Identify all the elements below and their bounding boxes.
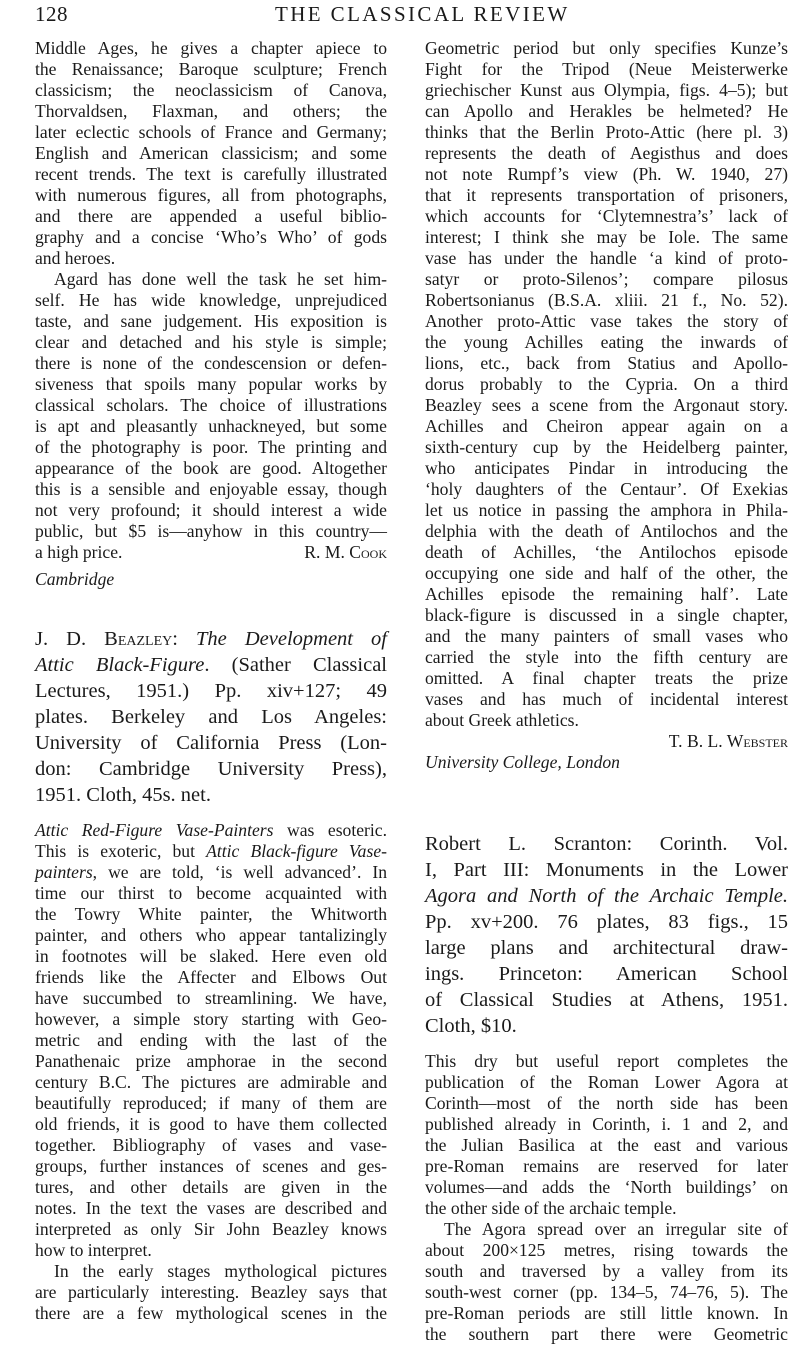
book-author: J. D. Beazley: [35, 628, 173, 650]
review-heading: [35, 626, 387, 808]
text-line: there is none of the condescension or defen-: [35, 353, 387, 373]
text-line: Another proto-Attic vase takes the story of: [425, 311, 788, 331]
text-line: how to interpret.: [35, 1240, 152, 1260]
text-line: represents the death of Aegisthus and does: [425, 143, 788, 163]
text-line: old friends, it is good to have them collected: [35, 1114, 387, 1134]
text-line: [35, 862, 387, 883]
text-line: griechischer Kunst aus Olympia, figs. 4–5); but: [425, 80, 788, 100]
text-line: let us notice in passing the amphora in Phila-: [425, 500, 788, 520]
text-line: there are a few mythological scenes in the: [35, 1303, 387, 1323]
heading-line: 1951. Cloth, 45s. net.: [35, 784, 211, 806]
text-line: interest; I think she may be Iole. The same: [425, 227, 788, 247]
page-number: 128: [35, 2, 68, 26]
text-line: public, but $5 is—anyhow in this country—: [35, 521, 387, 541]
text-line: Agard has done well the task he set him-: [54, 269, 387, 289]
text-line: the Julian Basilica at the east and various: [425, 1135, 788, 1155]
text-line: the other side of the archaic temple.: [425, 1198, 677, 1218]
text-line: are particularly interesting. Beazley says that: [35, 1282, 387, 1302]
text-line: the Towry White painter, the Whitworth: [35, 904, 387, 924]
text-line: graphy and a concise ‘Who’s Who’ of gods: [35, 227, 387, 247]
text-line: taste, and sane judgement. His exposition is: [35, 311, 387, 331]
text-line: the Renaissance; Baroque sculpture; French: [35, 59, 387, 79]
beazley-review: [35, 626, 387, 1324]
heading-line: plates. Berkeley and Los Angeles:: [35, 706, 387, 728]
heading-line: Cloth, $10.: [425, 1015, 517, 1037]
italic-title: Attic Black-figure Vase-: [206, 841, 387, 861]
text-line: [35, 820, 387, 841]
page-header: [35, 2, 787, 30]
text-line: is apt and pleasantly unhackneyed, but some: [35, 416, 387, 436]
italic-title: painters: [35, 862, 93, 882]
text-line: appearance of the book are good. Altogether: [35, 458, 387, 478]
text-line: dorus probably to the Cypria. On a third: [425, 374, 788, 394]
text-line: not very profound; it should interest a wide: [35, 500, 387, 520]
text-line: carried the style into the fifth century are: [425, 647, 788, 667]
text-line: beautifully reproduced; if many of them are: [35, 1093, 387, 1113]
heading-line: Attic Black-Figure. (Sather Classical: [35, 654, 387, 676]
text-line: the young Achilles eating the inwards of: [425, 332, 788, 352]
heading-line: Lectures, 1951.) Pp. xiv+127; 49: [35, 680, 387, 702]
heading-line: University of California Press (Lon-: [35, 732, 387, 754]
heading-line: of Classical Studies at Athens, 1951.: [425, 989, 788, 1011]
text-line: occupying one side and half of the other, the: [425, 563, 788, 583]
left-column: [35, 38, 387, 1324]
text-line: omitted. A final chapter treats the prize: [425, 668, 788, 688]
heading-line: I, Part III: Monuments in the Lower: [425, 859, 788, 881]
text-line: Geometric period but only specifies Kunze’s: [425, 38, 788, 58]
text-line: English and American classicism; and some: [35, 143, 387, 163]
text-line: century B.C. The pictures are admirable and: [35, 1072, 387, 1092]
text-line: siveness that spoils many popular works by: [35, 374, 387, 394]
text-line: can Apollo and Herakles be helmeted? He: [425, 101, 788, 121]
text-line: vases and has much of incidental interest: [425, 689, 788, 709]
text-line: that it represents transportation of prisoners,: [425, 185, 788, 205]
text-line: volumes—and adds the ‘North buildings’ on: [425, 1177, 788, 1197]
text-line: painter, and others who appear tantalizingly: [35, 925, 387, 945]
text-line: the southern part there were Geometric: [425, 1324, 788, 1344]
right-column: [425, 38, 788, 1345]
text-line: and heroes.: [35, 248, 116, 268]
text-line: later eclectic schools of France and Germany;: [35, 122, 387, 142]
text-line: pre-Roman remains are reserved for later: [425, 1156, 788, 1176]
heading-line: J. D. Beazley: The Development of: [35, 628, 387, 650]
text-line: Panathenaic prize amphorae in the second: [35, 1051, 387, 1071]
text-line: published already in Corinth, i. 1 and 2, and: [425, 1114, 788, 1134]
running-title: THE CLASSICAL REVIEW: [275, 2, 570, 26]
text-line: Middle Ages, he gives a chapter apiece to: [35, 38, 387, 58]
text-line: in footnotes will be slaked. Here even old: [35, 946, 387, 966]
scranton-review: [425, 831, 788, 1345]
heading-line: Agora and North of the Archaic Temple.: [425, 885, 788, 907]
text-line: thinks that the Berlin Proto-Attic (here pl. 3): [425, 122, 788, 142]
signature-line: [35, 542, 387, 563]
text-line: recent trends. The text is carefully illustrated: [35, 164, 387, 184]
reviewer-name: T. B. L. Webster: [668, 731, 788, 751]
text-line: classical scholars. The choice of illustrations: [35, 395, 387, 415]
text-line: self. He has wide knowledge, unprejudiced: [35, 290, 387, 310]
text-line: [35, 841, 387, 862]
text-line: of the photography is poor. The printing and: [35, 437, 387, 457]
agard-paragraph-1: [35, 38, 387, 269]
text-line: groups, further instances of scenes and ges-: [35, 1156, 387, 1176]
heading-line: Pp. xv+200. 76 plates, 83 figs., 15: [425, 911, 788, 933]
text-line: however, a simple story starting with Geo-: [35, 1009, 387, 1029]
text-line: pre-Roman periods are still little known. In: [425, 1303, 788, 1323]
heading-line: ings. Princeton: American School: [425, 963, 788, 985]
text-line: classicism; the neoclassicism of Canova,: [35, 80, 387, 100]
text-line: with numerous figures, all from photographs,: [35, 185, 387, 205]
text-line: south and traversed by a valley from its: [425, 1261, 788, 1281]
text-line: who anticipates Pindar in introducing the: [425, 458, 788, 478]
text-line: metric and ending with the last of the: [35, 1030, 387, 1050]
text-line: The Agora spread over an irregular site of: [444, 1219, 788, 1239]
italic-title: Attic Red-Figure Vase-Painters: [35, 820, 274, 840]
text-span: This is exoteric, but: [35, 841, 207, 861]
agard-paragraph-2: [35, 269, 387, 563]
heading-line: don: Cambridge University Press),: [35, 758, 387, 780]
text-line: time our thirst to become acquainted with: [35, 883, 387, 903]
text-line: friends like the Affecter and Elbows Out: [35, 967, 387, 987]
text-line: sixth-century cup by the Heidelberg painter,: [425, 437, 788, 457]
text-line: and there are appended a useful biblio-: [35, 206, 387, 226]
text-line: Fight for the Tripod (Neue Meisterwerke: [425, 59, 788, 79]
text-line: Achilles and Cheiron appear again on a: [425, 416, 788, 436]
book-title: The Development of: [196, 628, 387, 650]
text-line: publication of the Roman Lower Agora at: [425, 1072, 788, 1092]
review-heading: [425, 831, 788, 1039]
review-body: [425, 1051, 788, 1345]
text-line: ‘holy daughters of the Centaur’. Of Exekias: [425, 479, 788, 499]
reviewer-name: R. M. Cook: [304, 542, 387, 562]
text-line: notes. In the text the vases are described and: [35, 1198, 387, 1218]
final-text: a high price.: [35, 542, 123, 562]
text-line: delphia with the death of Antilochos and the: [425, 521, 788, 541]
text-line: which accounts for ‘Clytemnestra’s’ lack of: [425, 206, 788, 226]
heading-line: large plans and architectural draw-: [425, 937, 788, 959]
text-line: satyr or proto-Silenos’; compare pilosus: [425, 269, 788, 289]
text-span: was esoteric.: [273, 820, 388, 840]
text-line: Achilles episode the remaining half’. Late: [425, 584, 788, 604]
text-line: about 200×125 metres, rising towards the: [425, 1240, 788, 1260]
reviewer-affiliation: Cambridge: [35, 569, 115, 589]
text-line: have succumbed to streamlining. We have,: [35, 988, 387, 1008]
review-body: [35, 820, 387, 1324]
reviewer-affiliation: University College, London: [425, 752, 620, 772]
text-line: death of Achilles, ‘the Antilochos episode: [425, 542, 788, 562]
text-line: vase has under the handle ‘a kind of proto-: [425, 248, 788, 268]
text-line: Thorvaldsen, Flaxman, and others; the: [35, 101, 387, 121]
text-line: south-west corner (pp. 134–5, 74–76, 5). The: [425, 1282, 788, 1302]
text-line: clear and detached and his style is simple;: [35, 332, 387, 352]
text-line: not note Rumpf’s view (Ph. W. 1940, 27): [425, 164, 788, 184]
text-line: and the many painters of small vases who: [425, 626, 788, 646]
book-title-cont: Attic Black-Figure: [35, 654, 205, 676]
text-line: together. Bibliography of vases and vase-: [35, 1135, 387, 1155]
text-line: lions, etc., back from Statius and Apollo-: [425, 353, 788, 373]
text-span: , we are told, ‘is well advanced’. In: [92, 862, 387, 882]
heading-line: Robert L. Scranton: Corinth. Vol.: [425, 833, 788, 855]
text-line: This dry but useful report completes the: [425, 1051, 788, 1071]
text-line: about Greek athletics.: [425, 710, 579, 730]
text-line: Beazley sees a scene from the Argonaut story.: [425, 395, 788, 415]
text-line: tures, and other details are given in the: [35, 1177, 387, 1197]
beazley-review-continued: [425, 38, 788, 773]
text-line: In the early stages mythological pictures: [54, 1261, 387, 1281]
text-line: this is a sensible and enjoyable essay, though: [35, 479, 387, 499]
text-line: interpreted as only Sir John Beazley knows: [35, 1219, 387, 1239]
text-line: Robertsonianus (B.S.A. xliii. 21 f., No. 52).: [425, 290, 788, 310]
text-line: Corinth—most of the north side has been: [425, 1093, 788, 1113]
series-text: (Sather Classical: [231, 654, 387, 676]
text-line: black-figure is discussed in a single chapter,: [425, 605, 788, 625]
agard-review-ending: [35, 38, 387, 590]
